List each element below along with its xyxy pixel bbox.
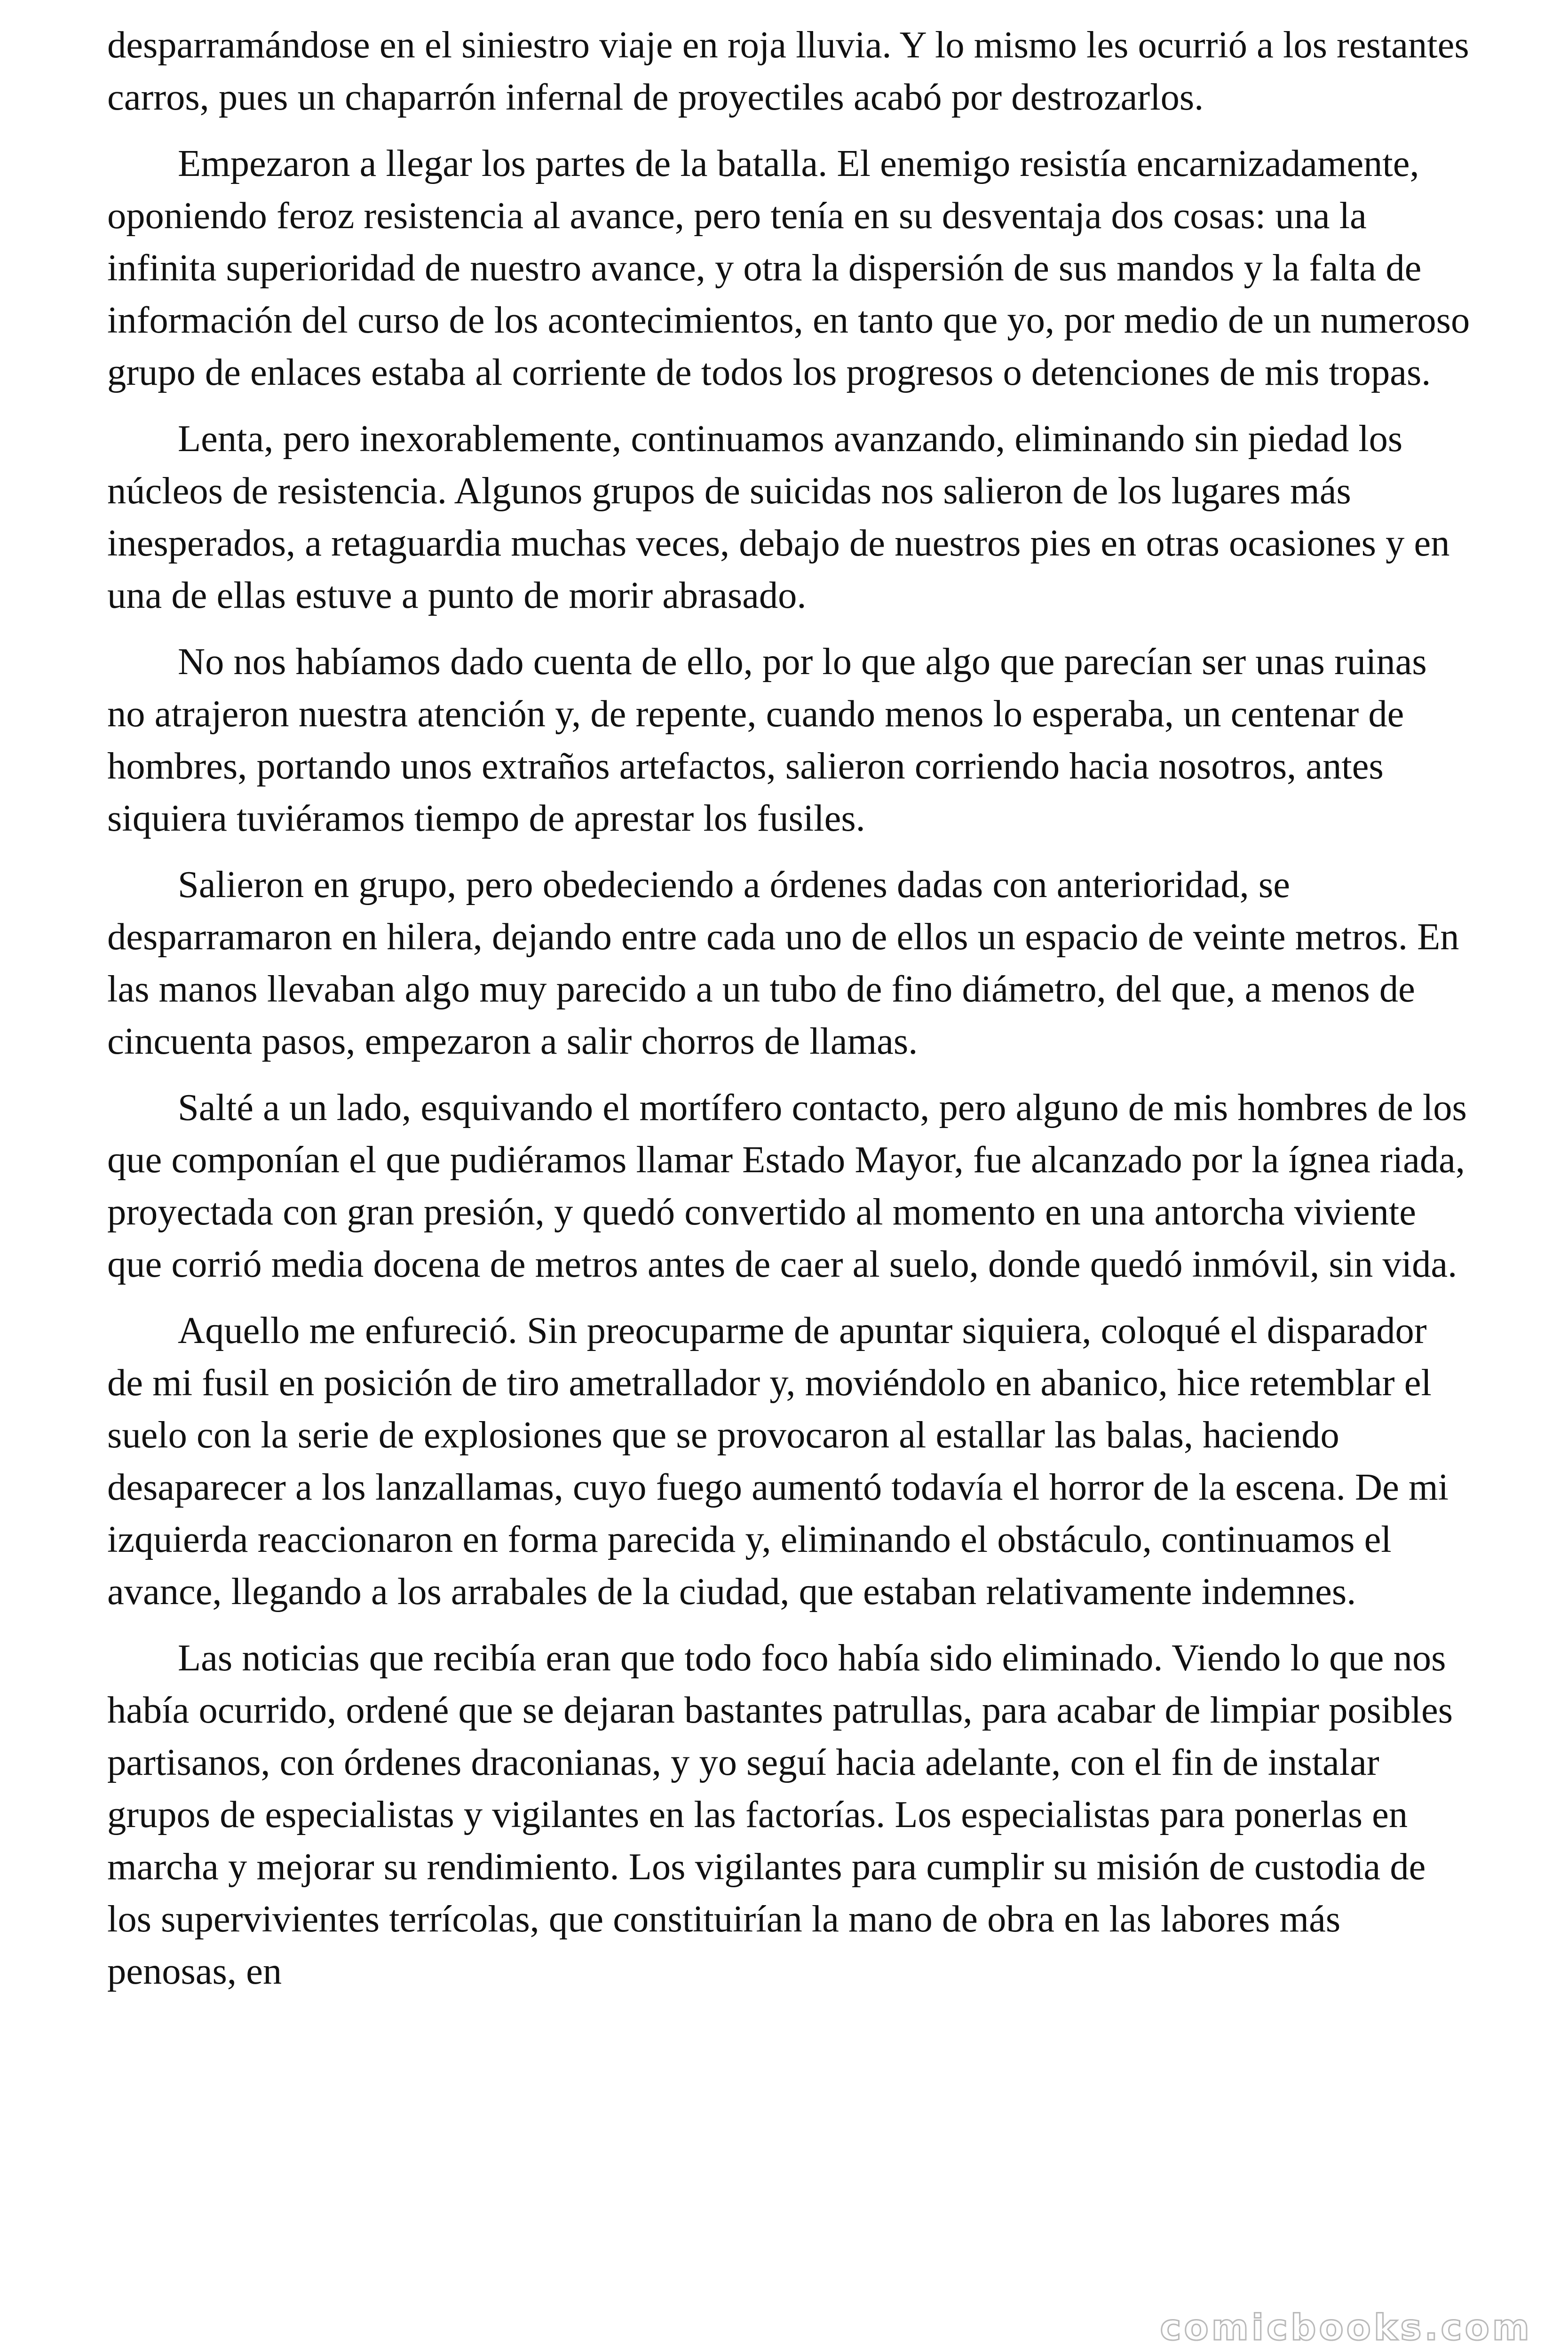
watermark-logo: comicbooks.com: [1160, 2306, 1532, 2348]
paragraph-5: Salieron en grupo, pero obedeciendo a órdenes dadas con anterioridad, se desparramaron en hilera, dejando entre cada uno de ellos un espacio de veinte metros. En las manos llevaban algo muy parecido a un tubo de fino diámetro, del que, a menos de cincuenta pasos, empezaron a salir chorros de llamas.: [107, 864, 1459, 1062]
paragraph-7: Aquello me enfureció. Sin preocuparme de apuntar siquiera, coloqué el disparador de mi fusil en posición de tiro ametrallador y, moviéndolo en abanico, hice retemblar el suelo con la serie de explosiones que se provocaron al estallar las balas, haciendo desaparecer a los lanzallamas, cuyo fuego aumentó todavía el horror de la escena. De mi izquierda reaccionaron en forma parecida y, eliminando el obstáculo, continuamos el avance, llegando a los arrabales de la ciudad, que estaban relativamente indemnes.: [107, 1310, 1449, 1613]
paragraph-8: Las noticias que recibía eran que todo foco había sido eliminado. Viendo lo que nos había ocurrido, ordené que se dejaran bastantes patrullas, para acabar de limpiar posibles partisanos, con órdenes draconianas, y yo seguí hacia adelante, con el fin de instalar grupos de especialistas y vigilantes en las factorías. Los especialistas para ponerlas en marcha y mejorar su rendimiento. Los vigilantes para cumplir su misión de custodia de los supervivientes terrícolas, que constituirían la mano de obra en las labores más penosas, en: [107, 1637, 1453, 1992]
paragraph-4: No nos habíamos dado cuenta de ello, por lo que algo que parecían ser unas ruinas no atrajeron nuestra atención y, de repente, cuando menos lo esperaba, un centenar de hombres, portando unos extraños artefactos, salieron corriendo hacia nosotros, antes siquiera tuviéramos tiempo de aprestar los fusiles.: [107, 641, 1427, 839]
paragraph-2: Empezaron a llegar los partes de la batalla. El enemigo resistía encarnizadamente, oponiendo feroz resistencia al avance, pero tenía en su desventaja dos cosas: una la infinita superioridad de nuestro avance, y otra la dispersión de sus mandos y la falta de información del curso de los acontecimientos, en tanto que yo, por medio de un numeroso grupo de enlaces estaba al corriente de todos los progresos o detenciones de mis tropas.: [107, 143, 1470, 393]
paragraph-6: Salté a un lado, esquivando el mortífero contacto, pero alguno de mis hombres de los que componían el que pudiéramos llamar Estado Mayor, fue alcanzado por la ígnea riada, proyectada con gran presión, y quedó convertido al momento en una antorcha viviente que corrió media docena de metros antes de caer al suelo, donde quedó inmóvil, sin vida.: [107, 1087, 1467, 1285]
paragraph-3: Lenta, pero inexorablemente, continuamos avanzando, eliminando sin piedad los núcleos de resistencia. Algunos grupos de suicidas nos salieron de los lugares más inesperados, a retaguardia muchas veces, debajo de nuestros pies en otras ocasiones y en una de ellas estuve a punto de morir abrasado.: [107, 418, 1450, 616]
body-text: [107, 19, 1471, 2011]
paragraph-1: desparramándose en el siniestro viaje en roja lluvia. Y lo mismo les ocurrió a los restantes carros, pues un chaparrón infernal de proyectiles acabó por destrozarlos.: [107, 24, 1469, 118]
